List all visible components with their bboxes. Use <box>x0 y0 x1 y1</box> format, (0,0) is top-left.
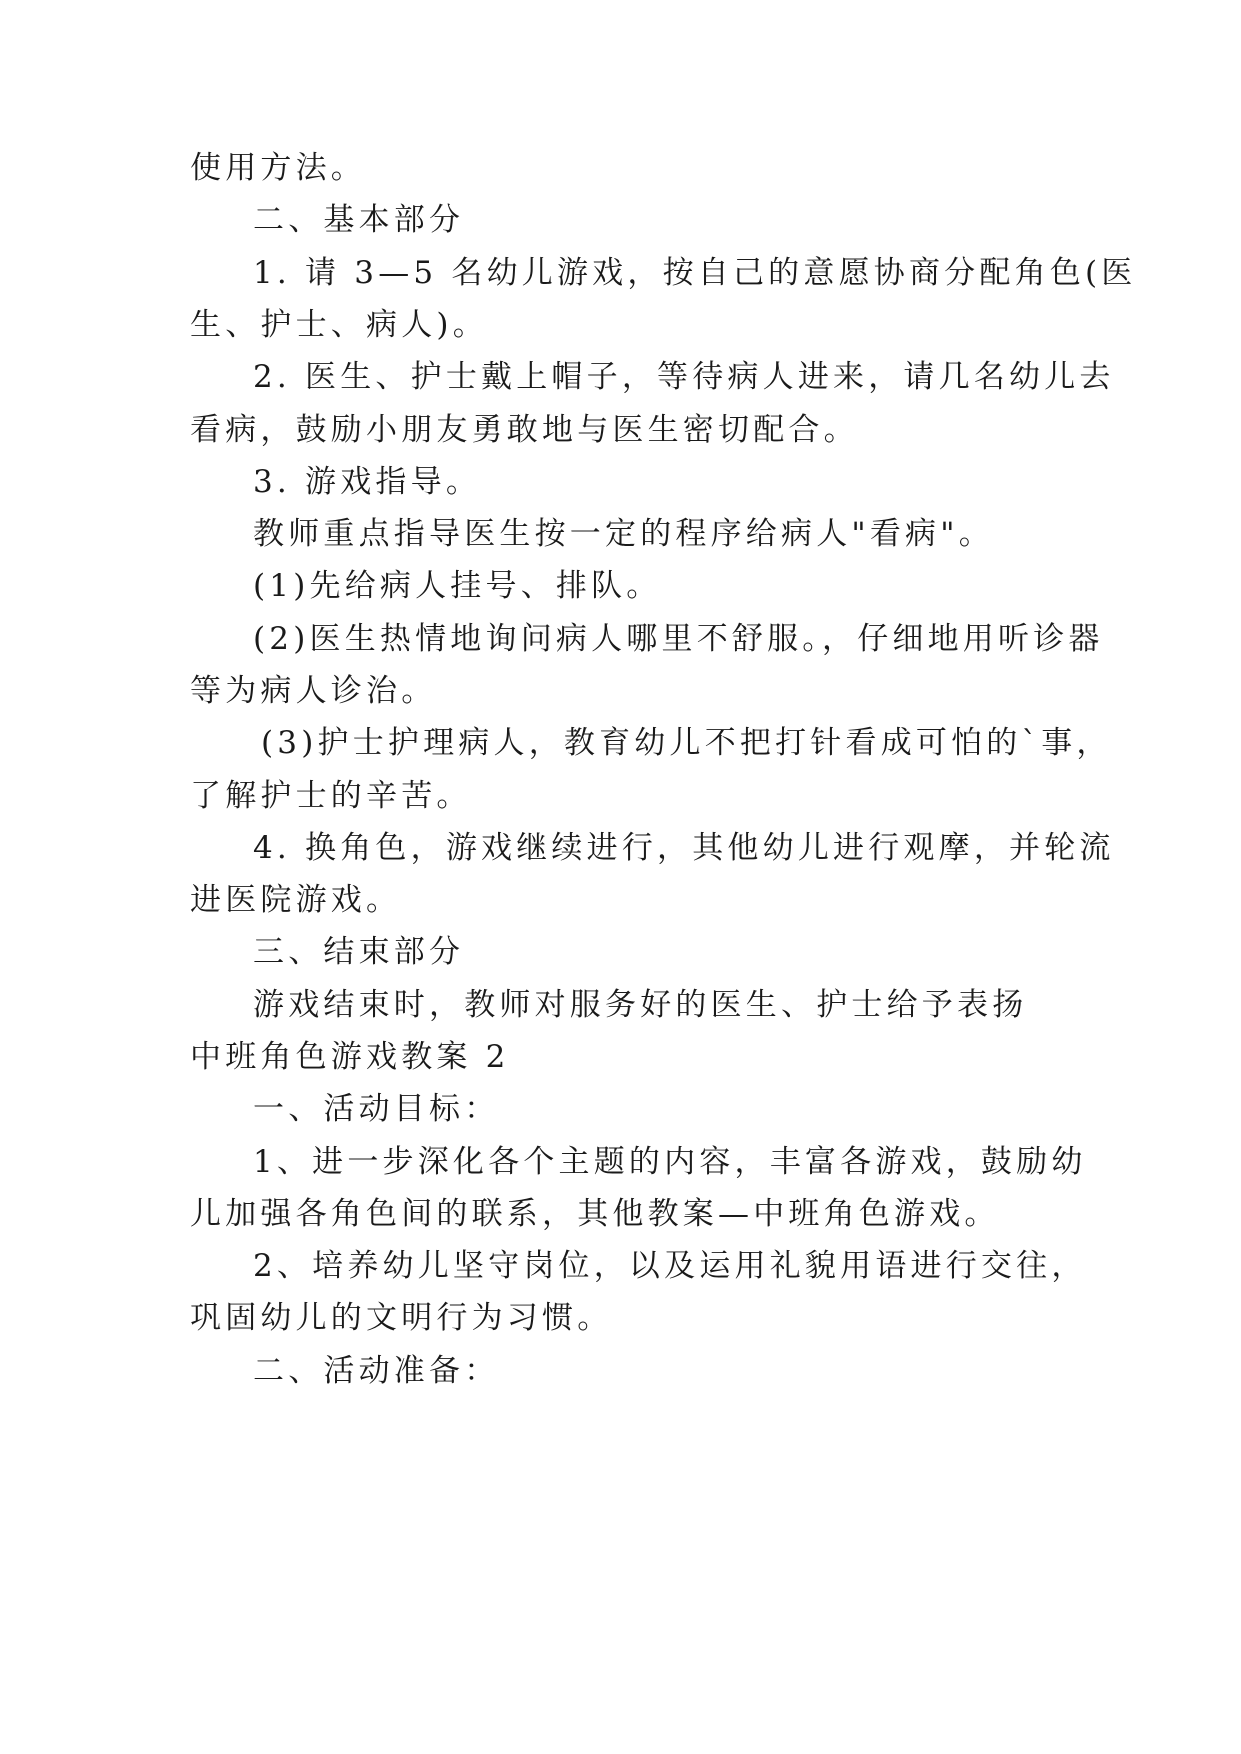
text-line: 2、培养幼儿坚守岗位，以及运用礼貌用语进行交往， <box>253 1248 1087 1284</box>
text-line: (3)护士护理病人，教育幼儿不把打针看成可怕的`事， <box>261 725 1112 761</box>
text-line: 2. 医生、护士戴上帽子，等待病人进来，请几名幼儿去 <box>253 359 1115 395</box>
text-line: 了解护士的辛苦。 <box>190 778 472 814</box>
text-line: 生、护士、病人)。 <box>190 307 488 343</box>
section-heading: 二、基本部分 <box>253 202 465 238</box>
text-line: 教师重点指导医生按一定的程序给病人"看病"。 <box>253 516 994 552</box>
text-line: 1、进一步深化各个主题的内容，丰富各游戏，鼓励幼 <box>253 1144 1087 1180</box>
text-line: (1)先给病人挂号、排队。 <box>253 568 662 604</box>
text-line: 1. 请 3—5 名幼儿游戏，按自己的意愿协商分配角色(医 <box>253 255 1137 291</box>
text-line: 看病，鼓励小朋友勇敢地与医生密切配合。 <box>190 412 859 448</box>
text-line: 使用方法。 <box>190 150 366 186</box>
text-line: 等为病人诊治。 <box>190 673 437 709</box>
text-line: 3. 游戏指导。 <box>253 464 482 500</box>
text-line: 进医院游戏。 <box>190 882 402 918</box>
text-line: 游戏结束时，教师对服务好的医生、护士给予表扬 <box>253 987 1028 1023</box>
document-title: 中班角色游戏教案 2 <box>190 1039 510 1075</box>
text-line: 4. 换角色，游戏继续进行，其他幼儿进行观摩，并轮流 <box>253 830 1115 866</box>
section-heading: 一、活动目标： <box>253 1091 500 1127</box>
text-line: 儿加强各角色间的联系，其他教案—中班角色游戏。 <box>190 1196 1000 1232</box>
text-line: 巩固幼儿的文明行为习惯。 <box>190 1300 613 1336</box>
section-heading: 三、结束部分 <box>253 934 465 970</box>
section-heading: 二、活动准备： <box>253 1353 500 1389</box>
text-line: (2)医生热情地询问病人哪里不舒服。，仔细地用听诊器 <box>253 621 1104 657</box>
